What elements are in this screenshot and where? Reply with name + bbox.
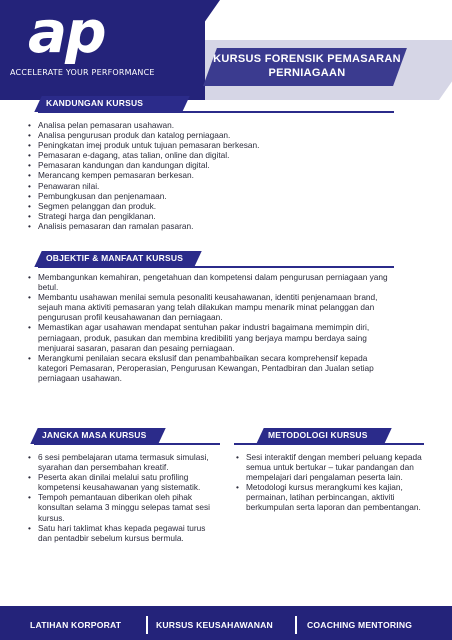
page-title-line1: KURSUS FORENSIK PEMASARAN [213, 53, 401, 65]
jangka-list [26, 452, 216, 543]
list-item: • Peningkatan imej produk untuk tujuan pemasaran berkesan. [26, 140, 426, 150]
list-item: • Pemasaran kandungan dan kandungan digital. [26, 160, 426, 170]
footer-service-coaching: COACHING MENTORING [307, 620, 413, 630]
page-header [0, 0, 452, 100]
list-item: • 6 sesi pembelajaran utama termasuk simulasi, syarahan dan persembahan kreatif. [26, 452, 216, 472]
section-heading-metodologi [234, 428, 424, 444]
list-item: • Analisa pengurusan produk dan katalog perniagaan. [26, 130, 426, 140]
list-item: • Peserta akan dinilai melalui satu profiling kompetensi keusahawanan yang sistematik. [26, 472, 216, 492]
section-title: METODOLOGI KURSUS [268, 430, 368, 440]
list-item: • Membantu usahawan menilai semula pesonaliti keusahawanan, identiti penjenamaan brand, sejauh mana aktiviti pemasaran yang telah dilakukan mampu menarik minat pelanggan dan pengurusan profil keusahawanan dan perniagaan. [26, 292, 398, 322]
page-title [212, 52, 402, 80]
list-item: • Segmen pelanggan dan produk. [26, 201, 426, 211]
page-footer [0, 606, 452, 640]
list-item: • Merangkumi penilaian secara ekslusif dan penambahbaikan secara komprehensif kepada kategori Pemasaran, Peroperasian, Pengurusan Kewangan, Pentadbiran dan Jualan setiap perniagaan usahawan. [26, 353, 398, 383]
objektif-list [26, 272, 398, 383]
list-item: • Sesi interaktif dengan memberi peluang kepada semua untuk bertukar – tukar pandangan dan mempelajari dari pengalaman peserta lain. [234, 452, 424, 482]
list-item: • Penawaran nilai. [26, 181, 426, 191]
list-item: • Analisis pemasaran dan ramalan pasaran. [26, 221, 426, 231]
section-heading-objektif [34, 251, 394, 267]
company-tagline: ACCELERATE YOUR PERFORMANCE [10, 68, 155, 77]
section-title: JANGKA MASA KURSUS [42, 430, 147, 440]
section-title: OBJEKTIF & MANFAAT KURSUS [46, 253, 184, 263]
list-item: • Membangunkan kemahiran, pengetahuan dan kompetensi dalam pengurusan perniagaan yang betul. [26, 272, 398, 292]
list-item: • Pemasaran e-dagang, atas talian, online dan digital. [26, 150, 426, 160]
list-item: • Strategi harga dan pengiklanan. [26, 211, 426, 221]
footer-service-kursus: KURSUS KEUSAHAWANAN [156, 620, 273, 630]
list-item: • Satu hari taklimat khas kepada pegawai turus dan pentadbir sebelum kursus bermula. [26, 523, 216, 543]
list-item: • Metodologi kursus merangkumi kes kajian, permainan, latihan perbincangan, aktiviti berkumpulan serta laporan dan pembentangan. [234, 482, 424, 512]
list-item: • Tempoh pemantauan diberikan oleh pihak konsultan selama 3 minggu selepas tamat sesi kursus. [26, 492, 216, 522]
list-item: • Merancang kempen pemasaran berkesan. [26, 170, 426, 180]
section-heading-kandungan [34, 96, 394, 112]
list-item: • Pembungkusan dan penjenamaan. [26, 191, 426, 201]
page-title-line2: PERNIAGAAN [268, 67, 346, 79]
footer-divider [295, 616, 297, 634]
list-item: • Analisa pelan pemasaran usahawan. [26, 120, 426, 130]
section-title: KANDUNGAN KURSUS [46, 98, 144, 108]
list-item: • Memastikan agar usahawan mendapat sentuhan pakar industri bagaimana memimpin diri, perniagaan, produk, pasukan dan membina kredibiliti yang berjaya mampu berdaya saing menjuarai sasaran, pasaran dan pesaing perniagaan. [26, 322, 398, 352]
footer-divider [146, 616, 148, 634]
company-logo: ap [28, 0, 105, 66]
metodologi-list [234, 452, 424, 513]
kandungan-list [26, 120, 426, 231]
footer-service-latihan: LATIHAN KORPORAT [30, 620, 122, 630]
section-heading-jangka [30, 428, 220, 444]
